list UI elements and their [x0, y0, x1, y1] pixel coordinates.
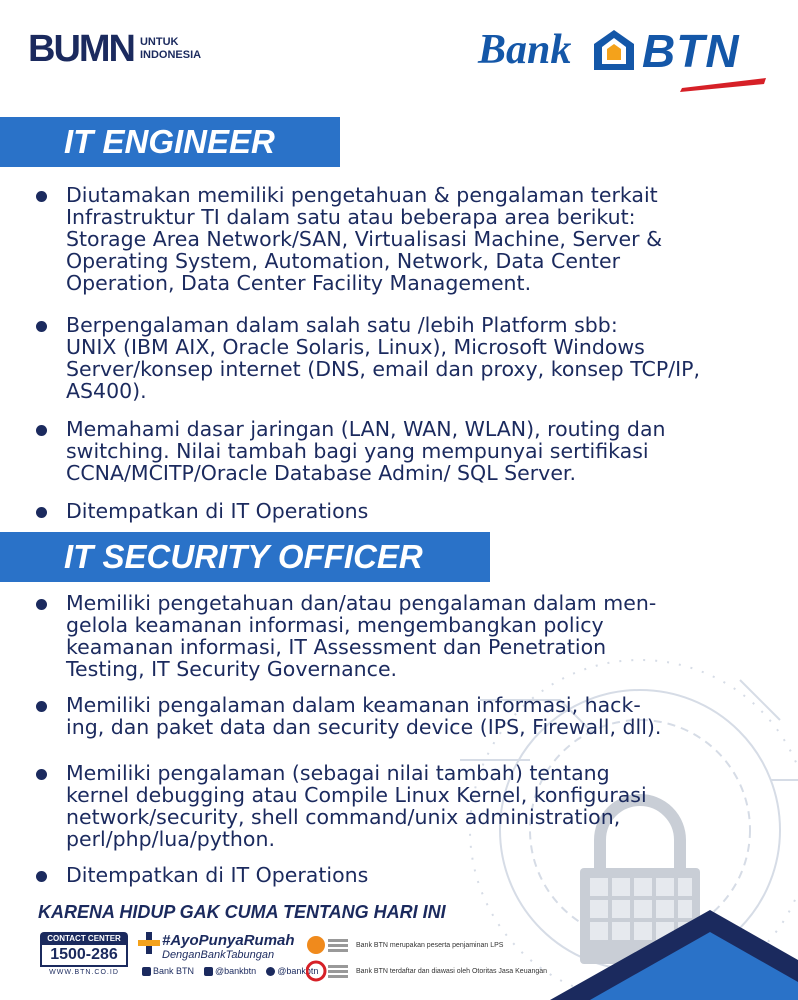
bank-btn-logo — [478, 24, 770, 94]
bullet-dot — [36, 599, 47, 610]
bumn-mark: BUMN — [28, 28, 134, 70]
section-title-it-engineer: IT ENGINEER — [0, 117, 340, 167]
contact-center-label: CONTACT CENTER — [40, 932, 128, 945]
brand-swoosh — [678, 76, 770, 92]
hashtag-line2: DenganBankTabungan — [162, 949, 275, 961]
bullet-dot — [36, 425, 47, 436]
bullet-dot — [36, 507, 47, 518]
social-links — [142, 966, 318, 976]
twitter-icon — [204, 967, 213, 976]
section-title-it-security-officer: IT SECURITY OFFICER — [0, 532, 490, 582]
lps-text: Bank BTN merupakan peserta penjaminan LPS — [356, 941, 504, 949]
tagline: KARENA HIDUP GAK CUMA TENTANG HARI INI — [38, 902, 446, 922]
ojk-text: Bank BTN terdaftar dan diawasi oleh Otoritas Jasa Keuangan — [356, 967, 548, 975]
bullet-dot — [36, 191, 47, 202]
bullet-dot — [36, 701, 47, 712]
house-icon — [592, 28, 636, 72]
lps-logo — [306, 934, 350, 956]
bank-word: Bank — [478, 27, 572, 73]
plus-icon — [138, 932, 160, 954]
bullet-text: Ditempatkan di IT Operations — [66, 499, 369, 523]
ojk-logo — [306, 960, 350, 982]
hashtag-line1: #AyoPunyaRumah — [162, 932, 295, 949]
bumn-logo — [28, 30, 201, 68]
bumn-tagline-line2: INDONESIA — [139, 49, 202, 61]
instagram-icon — [266, 967, 275, 976]
bullet-dot — [36, 321, 47, 332]
bumn-tagline-line1: UNTUK — [139, 36, 179, 48]
bullet-text: Memahami dasar jaringan (LAN, WAN, WLAN), routing dan switching. Nilai tambah bagi yang mempunyai sertifikasi CCNA/MCITP/Oracle Database Admin/ SQL Server. — [66, 417, 666, 485]
bullet-text: Berpengalaman dalam salah satu /lebih Platform sbb: UNIX (IBM AIX, Oracle Solaris, Linux), Microsoft Windows Server/konsep internet (DNS, email dan proxy, konsep TCP/IP, AS400). — [66, 313, 701, 403]
instagram-handle: @bankbtn — [277, 966, 319, 976]
bumn-tagline — [140, 36, 201, 62]
youtube-icon — [142, 967, 151, 976]
bullet-text: Memiliki pengalaman dalam keamanan informasi, hack- ing, dan paket data dan security device (IPS, Firewall, dll). — [66, 693, 662, 739]
twitter-link[interactable] — [204, 966, 256, 976]
bullet-text: Ditempatkan di IT Operations — [66, 863, 369, 887]
ojk-notice — [306, 960, 547, 982]
bullet-text: Memiliki pengetahuan dan/atau pengalaman dalam men- gelola keamanan informasi, mengembangkan policy keamanan informasi, IT Assessment dan Penetration Testing, IT Security Governance. — [66, 591, 657, 681]
website: WWW.BTN.CO.ID — [49, 969, 119, 976]
bullet-text: Diutamakan memiliki pengetahuan & pengalaman terkait Infrastruktur TI dalam satu atau beberapa area berikut: Storage Area Network/SAN, Virtualisasi Machine, Server & Operating System, Automation, Network, Data Center Operation, Data Center Facility Management. — [66, 183, 663, 295]
contact-center — [40, 932, 128, 976]
youtube-link[interactable] — [142, 966, 194, 976]
contact-number: 1500-286 — [40, 945, 128, 967]
bullet-dot — [36, 769, 47, 780]
bank-name: BTN — [642, 25, 740, 77]
twitter-handle: @bankbtn — [215, 966, 257, 976]
bullet-dot — [36, 871, 47, 882]
lps-notice — [306, 934, 503, 956]
youtube-handle: Bank BTN — [153, 966, 195, 976]
bullet-text: Memiliki pengalaman (sebagai nilai tambah) tentang kernel debugging atau Compile Linux Kernel, konfigurasi network/security, shell command/unix administration, perl/php/lua/python. — [66, 761, 647, 851]
